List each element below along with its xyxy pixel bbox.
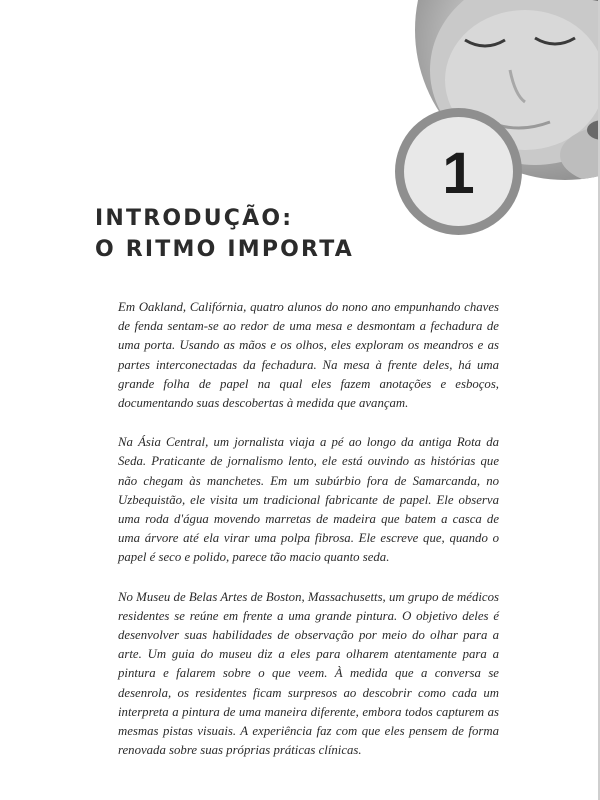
chapter-body — [118, 298, 499, 780]
paragraph: Em Oakland, Califórnia, quatro alunos do nono ano empunhando chaves de fenda sentam-se ao redor de uma mesa e desmontam a fechadura de uma porta. Usando as mãos e os olhos, eles exploram os meandros e as partes interconectadas da fechadura. Na mesa à frente deles, há uma grande folha de papel na qual eles fazem anotações e esboços, documentando suas descobertas à medida que avançam. — [118, 300, 499, 411]
chapter-title-line-2: O RITMO IMPORTA — [95, 237, 354, 262]
chapter-number-badge — [404, 117, 513, 226]
paragraph: No Museu de Belas Artes de Boston, Massachusetts, um grupo de médicos residentes se reúne em frente a uma grande pintura. O objetivo deles é desenvolver suas habilidades de observação por meio do olhar para a arte. Um guia do museu diz a eles para olharem atentamente para a pintura e falarem sobre o que veem. À medida que a conversa se desenrola, os residentes ficam surpresos ao descobrir como cada um interpreta a pintura de uma maneira diferente, embora todos capturem as mesmas pistas visuais. A experiência faz com que eles pensem de forma renovada sobre suas próprias práticas clínicas. — [118, 589, 499, 758]
chapter-title-line-1: INTRODUÇÃO: — [95, 206, 294, 231]
chapter-title — [95, 203, 354, 265]
paragraph: Na Ásia Central, um jornalista viaja a pé ao longo da antiga Rota da Seda. Praticante de jornalismo lento, ele está ouvindo as histórias que não chegam às manchetes. Em um subúrbio fora de Samarcanda, no Uzbequistão, ele visita um tradicional fabricante de papel. Ele observa uma roda d'água movendo marretas de madeira que batem a casca de uma árvore até ela virar uma polpa fibrosa. Ele escreve que, quando o papel é seco e polido, parece tão macio quanto seda. — [118, 435, 499, 565]
chapter-number: 1 — [442, 140, 475, 206]
